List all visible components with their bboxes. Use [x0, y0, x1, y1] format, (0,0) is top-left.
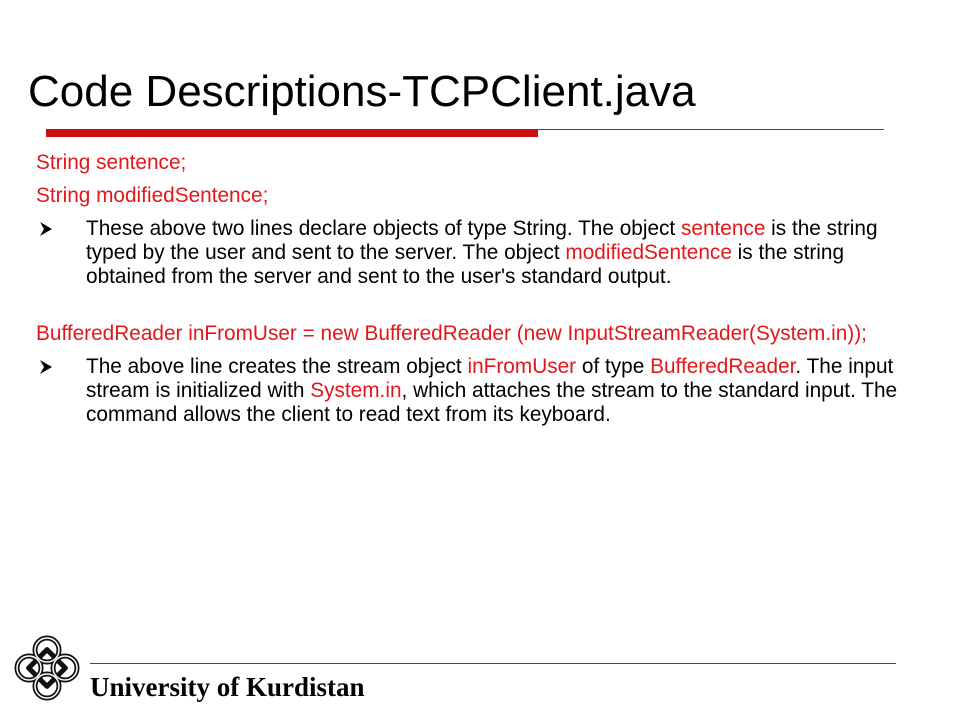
university-logo-icon	[12, 632, 82, 704]
bullet-declarations	[36, 217, 916, 289]
highlight-buffered-reader: BufferedReader	[650, 355, 796, 378]
title-underline-thick	[46, 129, 538, 137]
bullet-text: , which attaches the stream to the standard input. The command allows the client to read text from its keyboard.	[86, 379, 898, 426]
code-line-modified-sentence: String modifiedSentence;	[36, 184, 269, 207]
highlight-system-in: System.in	[310, 379, 402, 402]
bullet-text: These above two lines declare objects of type String. The object	[86, 217, 681, 240]
code-line-buffered-reader: BufferedReader inFromUser = new BufferedReader (new InputStreamReader(System.in));	[36, 322, 867, 345]
bullet-stream-object	[36, 355, 916, 427]
arrow-bullet-icon	[40, 360, 52, 374]
footer-divider	[90, 663, 896, 664]
code-line-sentence: String sentence;	[36, 151, 187, 174]
slide-body	[36, 151, 916, 427]
bullet-text: of type	[576, 355, 651, 378]
slide-title: Code Descriptions-TCPClient.java	[28, 67, 696, 116]
highlight-modified-sentence: modifiedSentence	[565, 241, 732, 264]
highlight-sentence: sentence	[680, 217, 766, 240]
highlight-in-from-user: inFromUser	[467, 355, 577, 378]
arrow-bullet-icon	[40, 222, 52, 236]
bullet-text: is the string typed by the user and sent to the server. The object	[86, 217, 878, 264]
bullet-text: . The input stream is initialized with	[86, 355, 894, 402]
bullet-text: is the string obtained from the server and sent to the user's standard output.	[86, 241, 845, 288]
title-underline-thin	[538, 129, 884, 130]
footer-university-name: University of Kurdistan	[90, 672, 365, 702]
bullet-text: The above line creates the stream object	[86, 355, 468, 378]
